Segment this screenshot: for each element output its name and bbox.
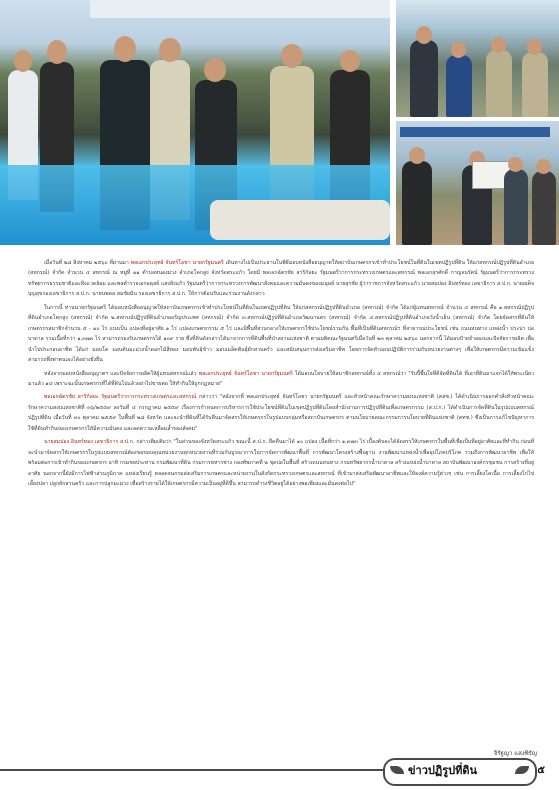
article-byline: จิรัฐญา แสงพิรัญ [493,750,537,757]
person-figure [410,40,438,117]
person-head [340,50,360,72]
person-head [527,39,542,55]
photo-officials-group [396,0,559,117]
person-head [491,37,506,53]
person-head [416,26,432,44]
article-paragraph [28,437,534,489]
person-head [159,38,181,62]
person-figure [532,171,556,245]
paragraph-text: กล่าวเพิ่มเติมว่า "ในส่วนของจังหวัดสระแก้ว ขณะนี้ ส.ป.ก. ยึดคืนมาได้ ๑๐ แปลง เนื้อที่กว่า ๑,๓๗๓ ไร่ เบื้องต้นจะได้จัดสรรให้เกษตรกรในพื้นที่เพื่อเป็นที่อยู่อาศัยและที่ทำกิน ก่อนที่จะนำมาจัดสรรให้เกษตรกรในรูปแบบสหกรณ์ต้องขอขอบคุณหน่วยงานทุกหน่วยงานที่ร่วมกันบูรณาการในการจัดการพัฒนาพื้นที่ การพัฒนาโครงสร้างพื้นฐาน งานพัฒนาแหล่งน้ำเพื่ออุปโภคบริโภค รวมถึงการพัฒนาอาชีพ เพื่อให้พร้อมต่อการเข้าทำกินของเกษตรกร อาทิ กรมชลประทาน กรมพัฒนาที่ดิน กรมการทหารช่าง กองทัพภาคที่ ๒ ขุดบ่อในพื้นที่ สร้างถนนหนทาง กรมทรัพยากรน้ำบาดาล สร้างแหล่งน้ำบาดาล สถาบันพัฒนาองค์กรชุมชน การสร้างที่อยู่อาศัย นอกจากนี้ยังมีการไฟฟ้าส่วนภูมิภาค แหล่งเรียนรู้ ตลอดจนกรมส่งเสริมการเกษตรและหน่วยงานในสังกัดกระทรวงเกษตรและสหกรณ์ ที่เข้ามาส่งเสริมพัฒนาอาชีพและให้องค์ความรู้ต่างๆ เช่น การเลี้ยงโคเนื้อ การเลี้ยงไก่ไข่ เลี้ยงปลา ปลูกผักสวนครัว และการปลูกมะม่วง เพื่อสร้างรายได้ให้เกษตรกรมีความเป็นอยู่ที่ดีขึ้น สามารถดำรงชีวิตอยู่ได้อย่างพอเพียงและมั่นคงต่อไป" [28,439,535,488]
paragraph-text: ได้มอบนโยบายให้สมาชิกสหกรณ์ทั้ง ๔ สหกรณ์ว่า "รับปี้พื้นใจที่ดีจัดที่ดินได้ ที่เอาที่ดินมาแจกได้ให้พระเนียวมาแล้ว ๑๔ เพราะฉะนั้นเกษตรกรที่ได้ที่ดินไปแล้วอย่าไปขายต่อ ให้ทำกินให้ถูกกฎหมาย" [28,370,535,387]
person-head [114,36,136,62]
paragraph-text: กล่าวว่า "หลังจากที่ พลเอกประยุทธ์ จันทร์โอชา นายกรัฐมนตรี และหัวหน้าคณะรักษาความสงบแห่งชาติ (คสช.) ได้ดำเนินการออกคำสั่งหัวหน้าคณะรักษาความสงบแห่งชาติที่ ๓๖/๒๕๕๙ ลงวันที่ ๔ กรกฎาคม ๒๕๕๙ เรื่องการกำหนดการบริหารการใช้ประโยชน์ที่ดินในเขตปฏิรูปที่ดินโดยสำนักงานการปฏิรูปที่ดินเพื่อเกษตรกรรม (ส.ป.ก.) ได้ดำเนินการจัดที่ดินในรูปแบบสหกรณ์ปฏิรูปที่ดิน เมื่อวันที่ ๓๐ ตุลาคม ๒๕๕๙ ในพื้นที่ ๒๘ จังหวัด และจะนำที่ดินที่ได้รับคืนมาจัดสรรให้เกษตรกรในรูปแบบกลุ่มหรือสถาบันเกษตรกร ตามนโยบายคณะกรรมการนโยบายที่ดินแห่งชาติ (คทช.) ซึ่งเป็นการแก้ไขปัญหาการใช้ที่ดินทำกินของเกษตรกรให้มีความมั่นคง และลดความเหลื่อมล้ำของสังคม" [28,394,534,432]
person-head [281,44,303,68]
photo-certificate-handover [396,121,559,245]
person-head [204,58,226,82]
person-head [409,147,425,164]
paragraph-text: เมื่อวันที่ ๒๘ สิงหาคม ๒๕๖๐ ที่ผ่านมา [44,260,131,266]
person-figure [486,50,512,117]
person-figure [504,169,528,245]
highlighted-name: พลเอกฉัตรชัย สาริกัลยะ รัฐมนตรีว่าการกระทรวงเกษตรและสหกรณ์ [44,394,197,401]
person-head [47,40,67,64]
person-head [508,157,523,172]
footer-divider [0,769,390,771]
highlighted-name: นายสมปอง อินทร์ทอง เลขาธิการ ส.ป.ก. [44,439,135,446]
person-head [536,159,551,174]
canopy-roof [90,0,390,18]
article-paragraph [28,258,534,300]
highlighted-name: พลเอกประยุทธ์ จันทร์โอชา นายกรัฐมนตรี [198,370,293,377]
article-body [28,258,534,493]
person-head [14,50,32,72]
person-figure [522,52,548,117]
article-paragraph [28,392,534,434]
sandbags [210,200,390,240]
article-paragraph [28,369,534,390]
highlighted-name: พลเอกประยุทธ์ จันทร์โอชา นายกรัฐมนตรี [130,260,224,266]
article-paragraph [28,303,534,366]
person-figure [402,161,432,245]
paragraph-text: เดินทางไปเป็นประธานในพิธีมอบหนังสืออนุญาตให้สถาบันเกษตรกรเข้าทำประโยชน์ในที่ดินในเขตปฏิรูปที่ดิน ให้แก่สหกรณ์ปฏิรูปที่ดินอำเภอ (สหกรณ์) จำกัด จำนวน ๔ สหกรณ์ ณ หมู่ที่ ๑๑ ตำบลหนองม่วง อำเภอโคกสูง จังหวัดสระแก้ว โดยมี พลเอกฉัตรชัย สาริกัลยะ รัฐมนตรีว่าการกระทรวงเกษตรและสหกรณ์ พลเอกสุรศักดิ์ กาญจนรัตน์ รัฐมนตรีว่าการกระทรวงทรัพยากรธรรมชาติและสิ่งแวดล้อม และพลตำรวจเอกอดุลย์ แสงสิงแก้ว รัฐมนตรีว่าการกระทรวงการพัฒนาสังคมและความมั่นคงของมนุษย์ นายสุรชัย ผู้ว่าราชการจังหวัดสระแก้ว นายสมปอง อินทร์ทอง เลขาธิการ ส.ป.ก. นายเผด็จ บุญสุขรองเลขาธิการ ส.ป.ก. นายนพดล สมชัยมิน รองเลขาธิการ ส.ป.ก. ให้การต้อนรับและร่วมงานดังกล่าว [28,260,535,298]
banner [400,127,550,137]
person-head [451,42,466,58]
magazine-title: ข่าวปฏิรูปที่ดิน [408,764,478,777]
page-number: ๕ [537,765,545,776]
person-figure [446,55,472,117]
paragraph-text: หลังจากมอบหนังสืออนุญาตฯ และปัจจัยการผลิตให้ผู้แทนสหกรณ์แล้ว [44,370,199,377]
paragraph-text: ในการนี้ ท่านนายกรัฐมนตรี ได้มอบหนังสืออนุญาตให้สถาบันเกษตรกรเข้าทำประโยชน์ในที่ดินในเขตปฏิรูปที่ดิน ให้แก่สหกรณ์ปฏิรูปที่ดินอำเภอ (สหกรณ์) จำกัด ได้แก่ผู้แทนสหกรณ์ จำนวน ๔ สหกรณ์ คือ ๑.สหกรณ์ปฏิรูปที่ดินอำเภอโคกสูง (สหกรณ์) จำกัด ๒.สหกรณ์ปฏิรูปที่ดินอำเภออรัญประเทศ (สหกรณ์) จำกัด ๓.สหกรณ์ปฏิรูปที่ดินอำเภอวัฒนานคร (สหกรณ์) จำกัด ๔.สหกรณ์ปฏิรูปที่ดินอำเภอวังน้ำเย็น (สหกรณ์) จำกัด โดยจัดสรรที่ดินให้เกษตรกรสมาชิกจำนวน ๕ - ๑๐ ไร่ แบ่งเป็น แปลงที่อยู่อาศัย ๑ ไร่ แปลงเกษตรกรรม ๕ ไร่ และมีพื้นที่ส่วนกลางให้เกษตรกรใช้ประโยชน์ร่วมกัน พื้นที่เป็นที่ดินสหกรณ์ฯ ที่สาธารณประโยชน์ เช่น ถนนหนทาง แหล่งน้ำ ประปา บ่อบาดาล รวมเนื้อที่กว่า ๑,๓๗๓ ไร่ สามารถรองรับเกษตรกรได้ ๑๐๙ ราย ซึ่งที่ดินดังกล่าวได้มาจากการที่ดินพื้นที่ป่าสงวนแห่งชาติ ตามมติคณะรัฐมนตรีเมื่อวันที่ ๒๓ ตุลาคม ๒๕๖๐ นอกจากนี้ ได้มอบป้ายจำลองและปัจจัยการผลิต เพื่อนำไปประกอบอาชีพ ได้แก่ มอบโค มอบต้นมะม่วงน้ำดอกไม้สีทอง มอบพันธุ์ข้าว มอบเมล็ดพันธุ์ผักสวนครัว และสนับสนุนการส่งเสริมอาชีพ โดยการจัดทำแผนปฏิบัติการร่วมกับหน่วยงานต่างๆ เพื่อให้เกษตรกรมีความเข้มแข็ง สามารถพึ่งพาตนเองได้อย่างยั่งยืน [28,304,534,364]
photo-pm-visiting-farmers [0,0,390,245]
